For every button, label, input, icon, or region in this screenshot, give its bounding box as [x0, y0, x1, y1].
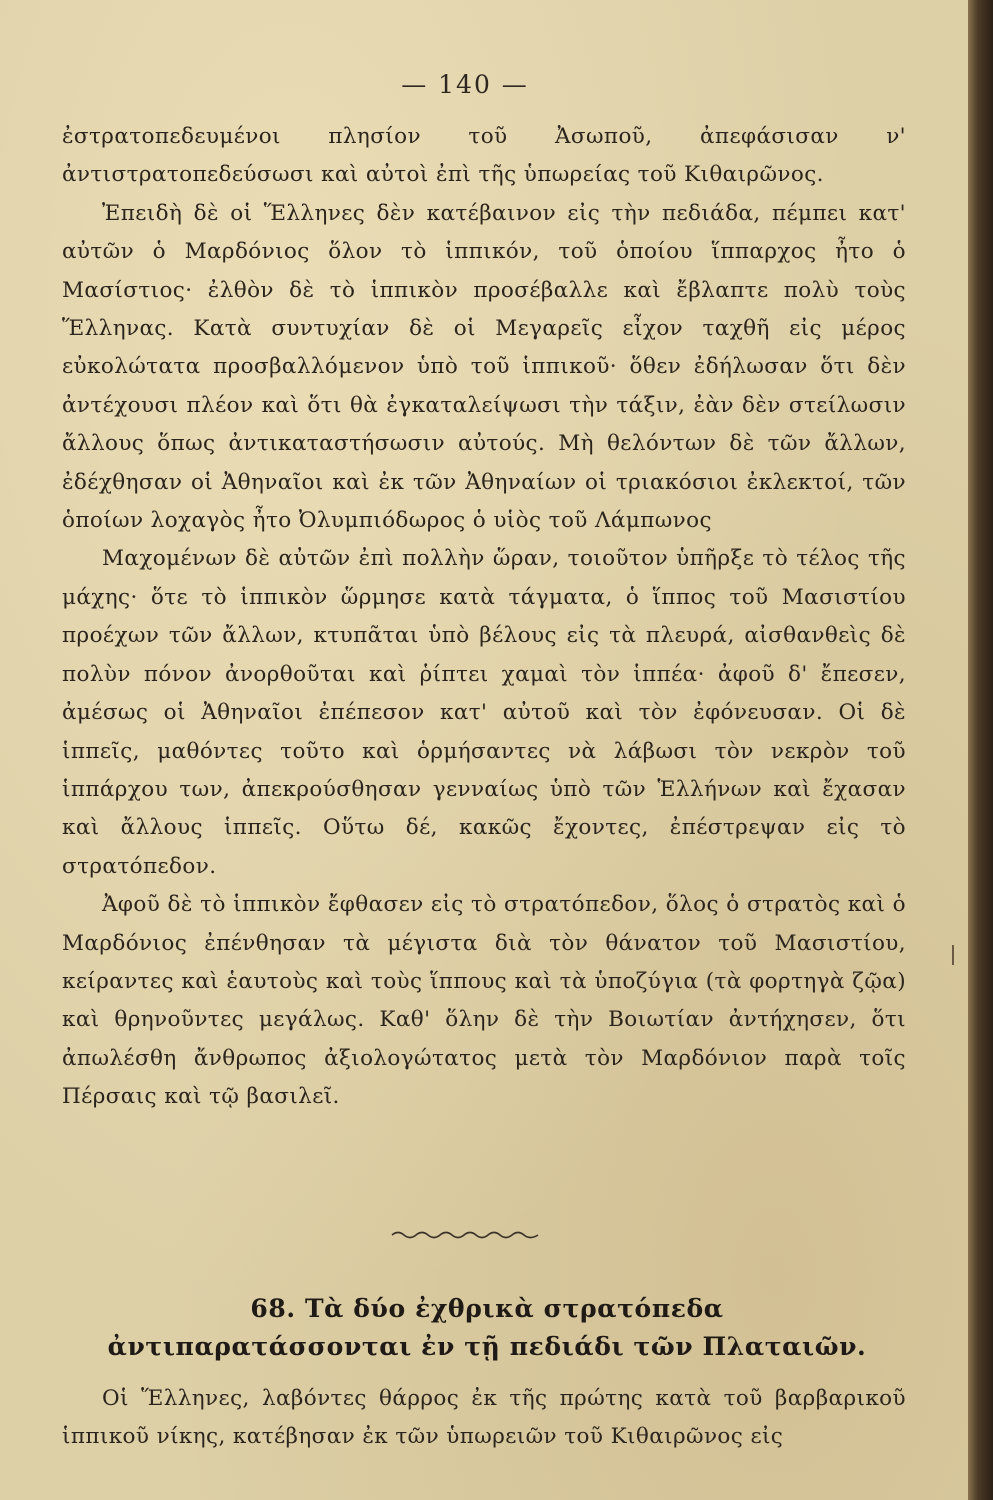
page-number: — 140 — [401, 70, 529, 99]
heading-line-2: ἀντιπαρατάσσονται ἐν τῇ πεδιάδι τῶν Πλαταιῶν. [107, 1332, 867, 1361]
body-text-continued [62, 1380, 906, 1457]
heading-line-1: 68. Τὰ δύο ἐχθρικὰ στρατόπεδα [250, 1294, 724, 1323]
decorative-separator [390, 1228, 540, 1242]
body-text [62, 118, 906, 1117]
margin-mark [952, 945, 954, 965]
section-heading [62, 1290, 912, 1366]
page-edge [968, 0, 993, 1500]
paragraph-5: Οἱ Ἕλληνες, λαβόντες θάρρος ἐκ τῆς πρώτης κατὰ τοῦ βαρβαρικοῦ ἱππικοῦ νίκης, κατέβησαν ἐκ τῶν ὑπωρειῶν τοῦ Κιθαιρῶνος εἰς [62, 1386, 906, 1450]
paragraph-1: ἐστρατοπεδευμένοι πλησίον τοῦ Ἀσωποῦ, ἀπεφάσισαν ν' ἀντιστρατοπεδεύσωσι καὶ αὐτοὶ ἐπὶ τῆς ὑπωρείας τοῦ Κιθαιρῶνος. [62, 124, 906, 188]
paragraph-2: Ἐπειδὴ δὲ οἱ Ἕλληνες δὲν κατέβαινον εἰς τὴν πεδιάδα, πέμπει κατ' αὐτῶν ὁ Μαρδόνιος ὅλον τὸ ἱππικόν, τοῦ ὁποίου ἵππαρχος ἦτο ὁ Μασίστιος· ἐλθὸν δὲ τὸ ἱππικὸν προσέβαλλε καὶ ἔβλαπτε πολὺ τοὺς Ἕλληνας. Κατὰ συντυχίαν δὲ οἱ Μεγαρεῖς εἶχον ταχθῆ εἰς μέρος εὐκολώτατα προσβαλλόμενον ὑπὸ τοῦ ἱππικοῦ· ὅθεν ἐδήλωσαν ὅτι δὲν ἀντέχουσι πλέον καὶ ὅτι θὰ ἐγκαταλείψωσι τὴν τάξιν, ἐὰν δὲν στείλωσιν ἄλλους ὅπως ἀντικαταστήσωσιν αὐτούς. Μὴ θελόντων δὲ τῶν ἄλλων, ἐδέχθησαν οἱ Ἀθηναῖοι καὶ ἐκ τῶν Ἀθηναίων οἱ τριακόσιοι ἐκλεκτοί, τῶν ὁποίων λοχαγὸς ἦτο Ὀλυμπιόδωρος ὁ υἱὸς τοῦ Λάμπωνος [62, 200, 906, 534]
paragraph-3: Μαχομένων δὲ αὐτῶν ἐπὶ πολλὴν ὥραν, τοιοῦτον ὑπῆρξε τὸ τέλος τῆς μάχης· ὅτε τὸ ἱππικὸν ὥρμησε κατὰ τάγματα, ὁ ἵππος τοῦ Μασιστίου προέχων τῶν ἄλλων, κτυπᾶται ὑπὸ βέλους εἰς τὰ πλευρά, αἰσθανθεὶς δὲ πολὺν πόνον ἀνορθοῦται καὶ ῥίπτει χαμαὶ τὸν ἱππέα· ἀφοῦ δ' ἔπεσεν, ἀμέσως οἱ Ἀθηναῖοι ἐπέπεσον κατ' αὐτοῦ καὶ τὸν ἐφόνευσαν. Οἱ δὲ ἱππεῖς, μαθόντες τοῦτο καὶ ὁρμήσαντες νὰ λάβωσι τὸν νεκρὸν τοῦ ἱππάρχου των, ἀπεκρούσθησαν γενναίως ὑπὸ τῶν Ἑλλήνων καὶ ἔχασαν καὶ ἄλλους ἱππεῖς. Οὕτω δέ, κακῶς ἔχοντες, ἐπέστρεψαν εἰς τὸ στρατόπεδον. [62, 546, 906, 879]
paragraph-4: Ἀφοῦ δὲ τὸ ἱππικὸν ἔφθασεν εἰς τὸ στρατόπεδον, ὅλος ὁ στρατὸς καὶ ὁ Μαρδόνιος ἐπένθησαν τὰ μέγιστα διὰ τὸν θάνατον τοῦ Μασιστίου, κείραντες καὶ ἑαυτοὺς καὶ τοὺς ἵππους καὶ τὰ ὑποζύγια (τὰ φορτηγὰ ζῷα) καὶ θρηνοῦντες μεγάλως. Καθ' ὅλην δὲ τὴν Βοιωτίαν ἀντήχησεν, ὅτι ἀπωλέσθη ἄνθρωπος ἀξιολογώτατος μετὰ τὸν Μαρδόνιον παρὰ τοῖς Πέρσαις καὶ τῷ βασιλεῖ. [62, 892, 906, 1110]
